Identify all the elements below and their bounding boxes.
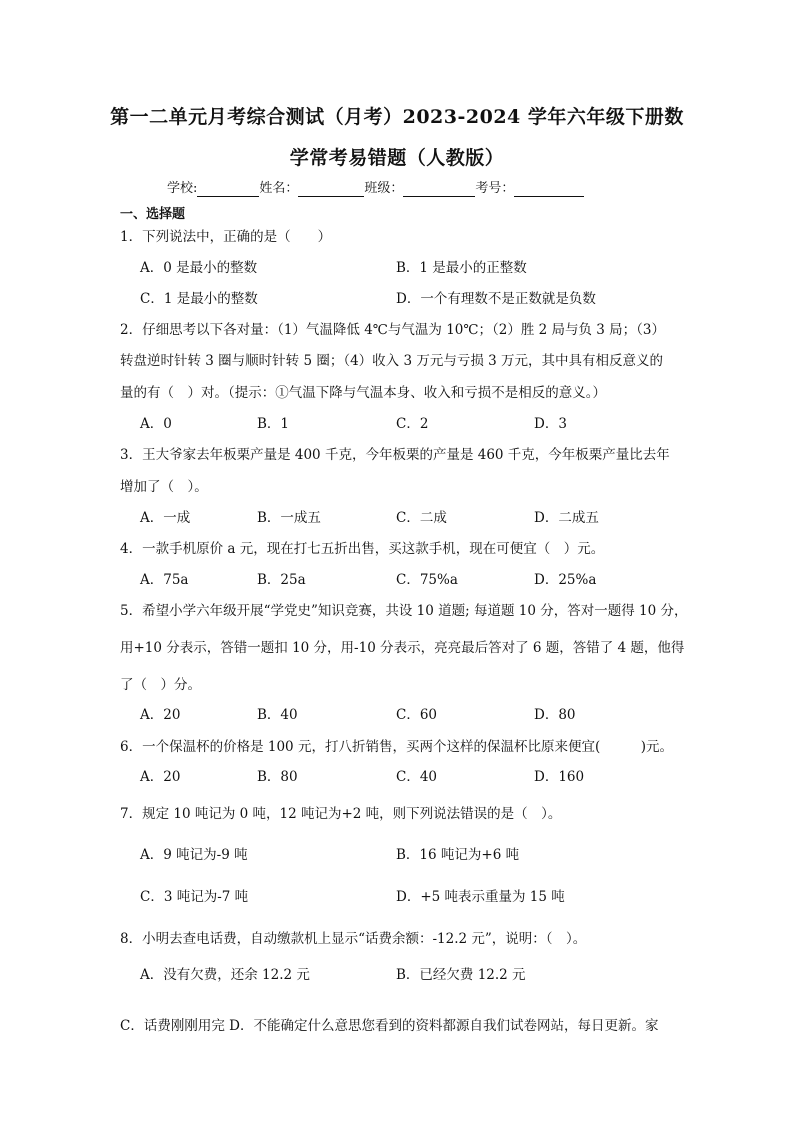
question-4-stem: 4．一款手机原价 a 元，现在打七五折出售，买这款手机，现在可便宜（ ）元。 xyxy=(120,541,605,557)
student-info-row xyxy=(167,181,584,197)
school-label: 学校: xyxy=(167,181,198,196)
question-2-option-a: A．0 xyxy=(140,416,172,432)
question-8-option-cd: C．话费刚刚用完 D．不能确定什么意思您看到的资料都源自我们试卷网站，每日更新。家 xyxy=(120,1018,659,1034)
question-5-option-c: C．60 xyxy=(396,707,438,723)
question-8-option-a: A．没有欠费，还余 12.2 元 xyxy=(140,967,310,983)
class-blank xyxy=(403,183,475,197)
question-7-stem: 7．规定 10 吨记为 0 吨，12 吨记为+2 吨，则下列说法错误的是（ ）。 xyxy=(120,806,562,822)
question-6-option-c: C．40 xyxy=(396,769,438,785)
question-5-stem-line-3: 了（ ）分。 xyxy=(120,677,201,693)
question-3-stem-line-2: 增加了（ ）。 xyxy=(120,479,208,495)
section-heading: 一、选择题 xyxy=(120,207,186,222)
class-label: 班级： xyxy=(364,181,404,196)
question-2-stem-line-3: 量的有（ ）对。（提示：①气温下降与气温本身、收入和亏损不是相反的意义。） xyxy=(120,385,606,401)
question-2-option-b: B．1 xyxy=(257,416,290,432)
question-3-option-a: A．一成 xyxy=(140,510,191,526)
question-3-option-b: B．一成五 xyxy=(257,510,321,526)
question-1-option-c: C．1 是最小的整数 xyxy=(140,291,258,307)
question-1-stem: 1．下列说法中，正确的是（ ） xyxy=(120,229,332,245)
question-6-option-a: A．20 xyxy=(140,769,181,785)
question-5-stem-line-2: 用+10 分表示，答错一题扣 10 分，用-10 分表示，亮亮最后答对了 6 题，答错了 4 题，他得 xyxy=(120,640,685,656)
name-blank xyxy=(298,183,364,197)
question-3-option-c: C．二成 xyxy=(396,510,447,526)
question-4-option-d: D．25%a xyxy=(534,572,597,588)
question-7-option-b: B．16 吨记为+6 吨 xyxy=(396,847,520,863)
question-7-option-d: D．+5 吨表示重量为 15 吨 xyxy=(396,889,565,905)
question-4-option-b: B．25a xyxy=(257,572,306,588)
question-2-option-c: C．2 xyxy=(396,416,429,432)
question-2-option-d: D．3 xyxy=(534,416,567,432)
question-6-stem: 6．一个保温杯的价格是 100 元，打八折销售，买两个这样的保温杯比原来便宜( )元。 xyxy=(120,739,673,755)
question-2-stem-line-1: 2．仔细思考以下各对量：（1）气温降低 4℃与气温为 10℃；（2）胜 2 局与负 3 局；（3） xyxy=(120,322,666,338)
document-title-line-2: 学常考易错题（人教版） xyxy=(289,147,505,169)
school-blank xyxy=(197,183,259,197)
question-6-option-d: D．160 xyxy=(534,769,585,785)
question-7-option-a: A．9 吨记为-9 吨 xyxy=(140,847,248,863)
question-5-option-d: D．80 xyxy=(534,707,576,723)
name-label: 姓名： xyxy=(259,181,299,196)
question-4-option-c: C．75%a xyxy=(396,572,458,588)
question-5-option-b: B．40 xyxy=(257,707,298,723)
number-blank xyxy=(514,183,584,197)
question-3-stem-line-1: 3．王大爷家去年板栗产量是 400 千克，今年板栗的产量是 460 千克，今年板栗产量比去年 xyxy=(120,447,670,463)
question-1-option-d: D．一个有理数不是正数就是负数 xyxy=(396,291,596,307)
question-7-option-c: C．3 吨记为-7 吨 xyxy=(140,889,249,905)
question-5-option-a: A．20 xyxy=(140,707,181,723)
question-4-option-a: A．75a xyxy=(140,572,189,588)
question-3-option-d: D．二成五 xyxy=(534,510,599,526)
question-8-stem: 8．小明去查电话费，自动缴款机上显示“话费余额：-12.2 元”，说明：（ ）。 xyxy=(120,931,587,947)
question-2-stem-line-2: 转盘逆时针转 3 圈与顺时针转 5 圈；（4）收入 3 万元与亏损 3 万元，其中具有相反意义的 xyxy=(120,353,664,369)
question-5-stem-line-1: 5．希望小学六年级开展“学党史”知识竞赛，共设 10 道题; 每道题 10 分，答对一题得 10 分， xyxy=(120,603,688,619)
document-title-line-1: 第一二单元月考综合测试（月考）2023-2024 学年六年级下册数 xyxy=(110,106,684,128)
question-8-option-b: B．已经欠费 12.2 元 xyxy=(396,967,526,983)
number-label: 考号： xyxy=(475,181,515,196)
question-1-option-a: A．0 是最小的整数 xyxy=(140,260,258,276)
question-6-option-b: B．80 xyxy=(257,769,298,785)
question-1-option-b: B．1 是最小的正整数 xyxy=(396,260,527,276)
